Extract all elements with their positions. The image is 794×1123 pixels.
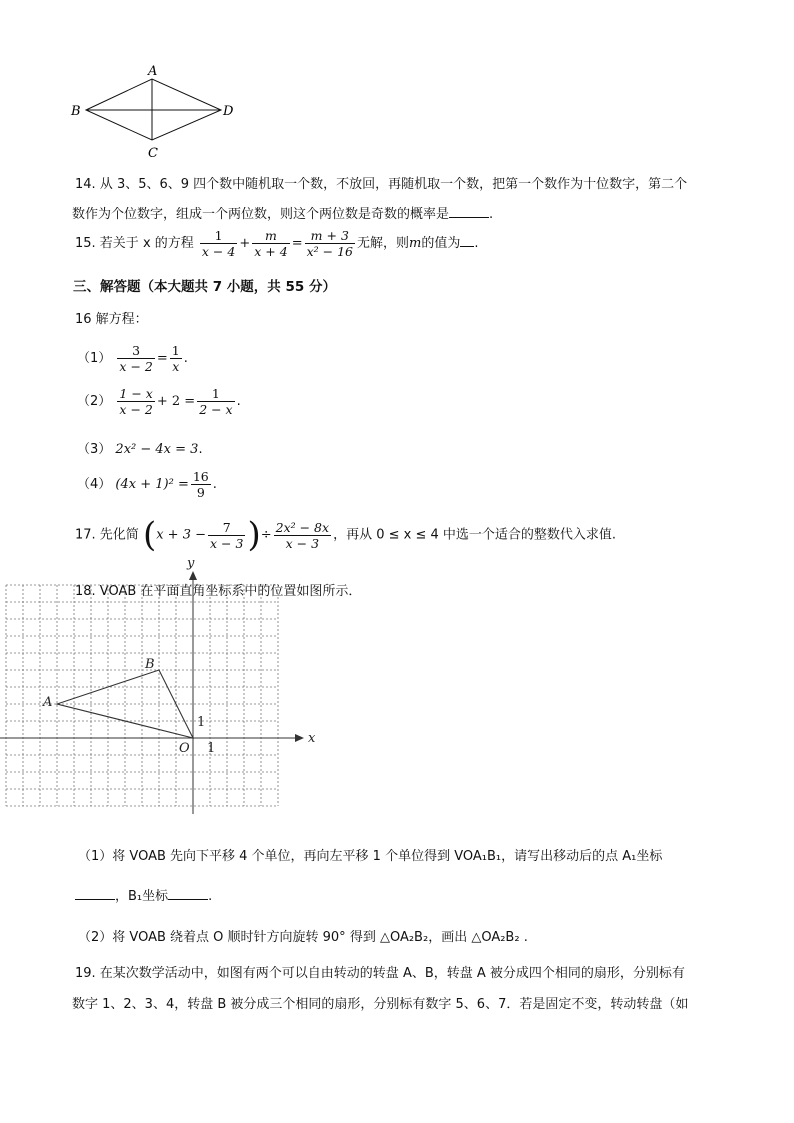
q15-frac2: $\frac{m}{x + 4}$ — [254, 228, 288, 259]
x-axis-arrow — [295, 734, 304, 742]
q17-suffix: ，再从 0 ≤ x ≤ 4 中选一个适合的整数代入求值. — [333, 527, 617, 543]
q14-line2-text: 数作为个位数字，组成一个两位数，则这个两位数是奇数的概率是 — [72, 207, 450, 222]
q15-line — [75, 228, 478, 259]
q16-p2-frac-a: $\frac{1 - x}{x - 2}$ — [119, 386, 153, 417]
q16-p4-frac: $\frac{16}{9}$ — [192, 469, 209, 500]
rhombus-label-c: C — [148, 146, 158, 161]
q16-p3-label: （3） — [77, 442, 112, 457]
q17-frac2: $\frac{\text{2x² − 8x}}{x - 3}$ — [275, 519, 330, 551]
q16-p1-end: . — [183, 351, 188, 366]
q19-line1: 19. 在某次数学活动中，如图有两个可以自由转动的转盘 A、B，转盘 A 被分成四个相同的扇形，分别标有 — [75, 966, 685, 981]
origin-label: O — [179, 741, 190, 756]
q15-frac1: $\frac{1}{x - 4}$ — [201, 228, 236, 259]
q18-b1-blank — [168, 887, 208, 900]
x-axis-label: x — [308, 731, 316, 746]
q16-p2-end: . — [236, 394, 241, 409]
q16-p3 — [77, 438, 203, 457]
q17-prefix: 17. 先化简 — [75, 527, 139, 543]
q18-p1-line2 — [75, 885, 212, 904]
q15-suffix-a: 无解，则 — [356, 236, 409, 251]
q15-suffix-b: 的值为 — [421, 236, 461, 251]
q16-p1-frac-a: $\frac{3}{x - 2}$ — [119, 343, 153, 374]
q16-p1-label: （1） — [77, 351, 112, 366]
q16-p2-label: （2） — [77, 394, 112, 409]
point-b-label: B — [145, 657, 155, 672]
graph-triangle — [57, 670, 193, 738]
q16-p4 — [77, 469, 217, 500]
q15-eq: = — [291, 236, 303, 251]
q14-line1: 14. 从 3、5、6、9 四个数中随机取一个数，不放回，再随机取一个数，把第一个数作为十位数字，第二个 — [75, 177, 688, 192]
q18-title: 18. VOAB 在平面直角坐标系中的位置如图所示． — [75, 584, 362, 599]
q16-p2 — [77, 386, 241, 417]
q16-p4-expr: (4x + 1)² = — [115, 477, 189, 492]
q16-p3-end: . — [198, 442, 203, 457]
q17-line: 17. 先化简 (x + 3 − $\frac{7}{x - 3}$ )÷ $\frac{\text{2x² − 8x}}{x - 3}$ ，再从 0 ≤ x ≤ 4 中选一个适合的整数代入求值. — [75, 515, 617, 555]
q18-p1-mid: ，B₁坐标 — [115, 889, 169, 904]
rhombus-label-b: B — [71, 104, 81, 119]
q18-a1-blank — [75, 887, 115, 900]
tick-y-label: 1 — [197, 715, 206, 730]
point-a-label: A — [43, 695, 53, 710]
q14-answer-blank — [449, 205, 489, 218]
q18-p2: （2）将 VOAB 绕着点 O 顺时针方向旋转 90° 得到 △OA₂B₂，画出 △OA₂B₂ . — [78, 930, 528, 945]
q18-p1-end: . — [208, 889, 213, 904]
tick-x-label: 1 — [207, 741, 216, 756]
q16-p3-expr: 2x² − 4x = 3 — [115, 442, 199, 457]
rhombus-label-a: A — [148, 64, 158, 79]
rhombus-figure — [66, 60, 246, 162]
q15-var: m — [409, 236, 422, 251]
y-axis-arrow — [189, 571, 197, 580]
q18-p1-line1: （1）将 VOAB 先向下平移 4 个单位，再向左平移 1 个单位得到 VOA₁B₁，请写出移动后的点 A₁坐标 — [78, 849, 663, 864]
q14-line2 — [72, 203, 493, 222]
q17-inner: x + 3 − — [156, 527, 207, 543]
q15-frac3: $\frac{m + 3}{\text{x² − 16}}$ — [306, 228, 353, 259]
q16-p2-frac-b: $\frac{1}{2 - x}$ — [199, 386, 233, 417]
q16-p1-eq: = — [156, 351, 168, 366]
q15-answer-blank — [460, 234, 474, 247]
q19-line2: 数字 1、2、3、4，转盘 B 被分成三个相同的扇形，分别标有数字 5、6、7．若是固定不变，转动转盘（如 — [72, 997, 689, 1012]
q16-p4-label: （4） — [77, 477, 112, 492]
section3-title: 三、解答题（本大题共 7 小题，共 55 分） — [73, 279, 336, 295]
q15-end: . — [474, 236, 479, 251]
triangle-oab — [57, 670, 193, 738]
y-axis-label: y — [187, 556, 195, 571]
q16-p1-frac-b: $\frac{1}{x}$ — [171, 343, 180, 374]
q17-div: ÷ — [260, 527, 272, 543]
q17-frac1: $\frac{7}{x - 3}$ — [210, 519, 244, 551]
q15-prefix: 15. 若关于 x 的方程 — [75, 236, 194, 251]
q15-plus: + — [239, 236, 251, 251]
q16-p1 — [77, 343, 188, 374]
q14-end: . — [489, 207, 494, 222]
rhombus-label-d: D — [223, 104, 234, 119]
graph-axes — [0, 571, 304, 814]
q16-p4-end: . — [212, 477, 217, 492]
q16-p2-mid: + 2 = — [156, 394, 196, 409]
q16-title: 16 解方程： — [75, 312, 148, 327]
